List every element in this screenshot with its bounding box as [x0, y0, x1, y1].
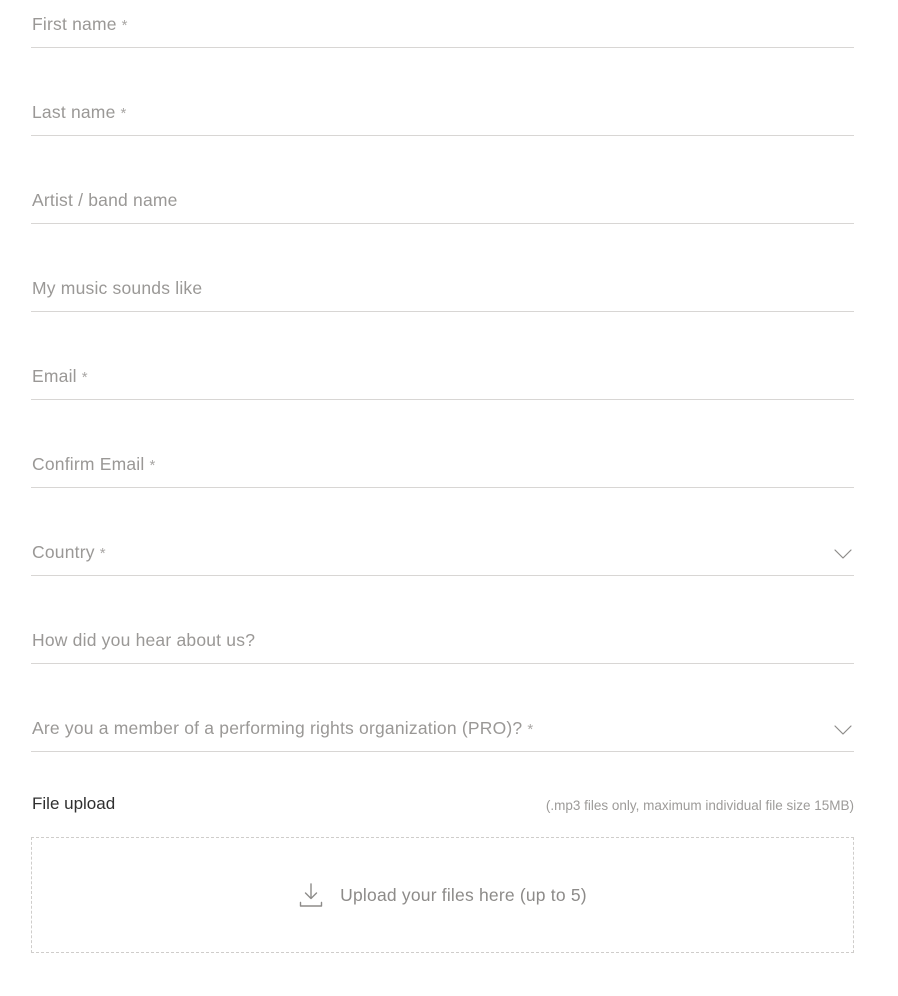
field-label	[32, 278, 202, 299]
field-label	[32, 366, 88, 387]
field-label-text: First name	[32, 14, 117, 34]
file-upload-title: File upload	[32, 794, 116, 813]
file-upload-section	[31, 794, 867, 953]
form-field-artist-band-name[interactable]	[31, 136, 867, 224]
dropzone-content	[298, 881, 587, 909]
field-label	[32, 190, 178, 211]
form-field-confirm-email[interactable]	[31, 400, 867, 488]
form-field-pro-membership[interactable]	[31, 664, 867, 752]
required-marker: *	[81, 369, 88, 386]
file-upload-note: (.mp3 files only, maximum individual file size 15MB)	[545, 798, 854, 813]
required-marker: *	[121, 17, 128, 34]
required-marker: *	[527, 721, 534, 738]
field-label	[32, 718, 533, 739]
field-label-text: Country	[32, 542, 95, 562]
field-label-text: Confirm Email	[32, 454, 145, 474]
file-upload-header	[31, 794, 867, 822]
field-label	[32, 542, 106, 563]
required-marker: *	[149, 457, 156, 474]
form-field-how-did-you-hear[interactable]	[31, 576, 867, 664]
chevron-down-icon[interactable]	[832, 543, 854, 565]
field-underline	[31, 751, 854, 752]
field-label-text: Last name	[32, 102, 116, 122]
file-upload-dropzone[interactable]	[31, 837, 854, 953]
field-label-text: Are you a member of a performing rights organization (PRO)?	[32, 718, 523, 738]
form-field-country[interactable]	[31, 488, 867, 576]
form-field-music-sounds-like[interactable]	[31, 224, 867, 312]
form-field-first-name[interactable]	[31, 0, 867, 48]
field-label-text: Artist / band name	[32, 190, 178, 210]
field-label-text: Email	[32, 366, 77, 386]
field-label-text: My music sounds like	[32, 278, 203, 298]
required-marker: *	[99, 545, 106, 562]
form-field-last-name[interactable]	[31, 48, 867, 136]
field-label-text: How did you hear about us?	[32, 630, 256, 650]
form-field-email[interactable]	[31, 312, 867, 400]
field-label	[32, 14, 128, 35]
chevron-down-icon[interactable]	[832, 719, 854, 741]
field-label	[32, 102, 127, 123]
required-marker: *	[120, 105, 127, 122]
download-tray-icon	[298, 881, 324, 909]
field-label	[32, 630, 255, 651]
field-label	[32, 454, 156, 475]
dropzone-label: Upload your files here (up to 5)	[340, 884, 587, 905]
